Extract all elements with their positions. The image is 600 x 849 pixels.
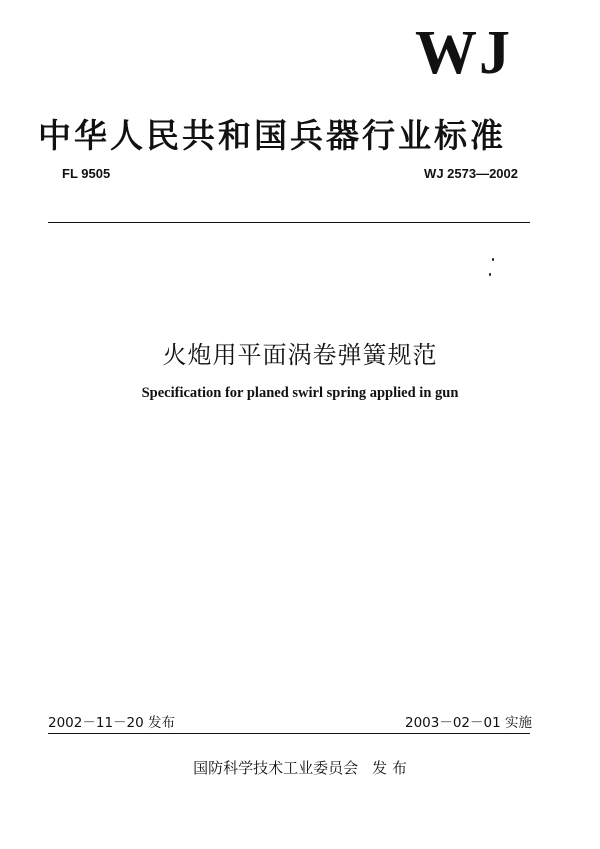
- classification-code: FL 9505: [62, 166, 111, 181]
- standard-number: WJ 2573—2002: [424, 166, 518, 181]
- implement-date: 2003－02－01 实施: [404, 715, 532, 731]
- document-title: 火炮用平面涡卷弹簧规范: [162, 341, 438, 369]
- publish-label: 发 布: [372, 759, 407, 777]
- publisher-name: 国防科学技术工业委员会: [193, 759, 359, 777]
- header-divider: [48, 222, 530, 223]
- wj-logo: WJ: [415, 19, 512, 87]
- publisher-line: [0, 757, 600, 778]
- footer-divider: [48, 733, 530, 734]
- issue-date: 2002－11－20 发布: [48, 715, 176, 731]
- document-title-english: Specification for planed swirl spring applied in gun: [141, 385, 459, 401]
- scan-speck: [489, 273, 491, 276]
- standard-category-title: 中华人民共和国兵器行业标准: [38, 116, 506, 155]
- scan-speck: [492, 258, 494, 261]
